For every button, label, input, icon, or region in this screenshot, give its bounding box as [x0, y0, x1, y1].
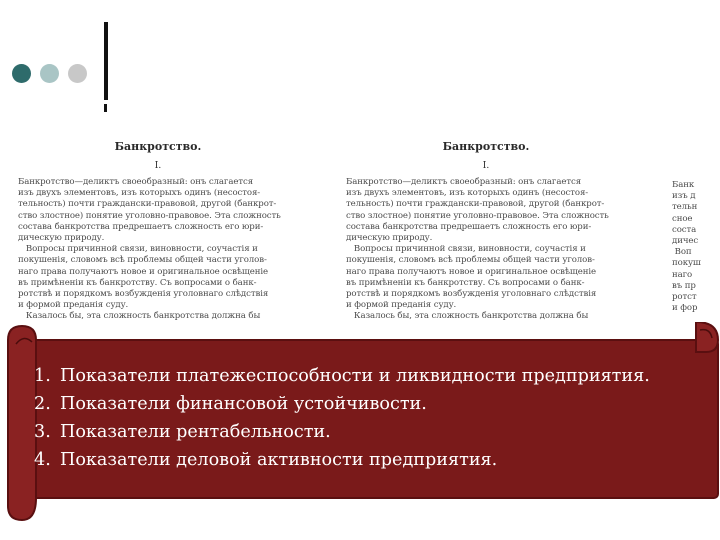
list-item-number: 2.	[34, 394, 51, 414]
list-item-number: 1.	[34, 366, 51, 386]
scanned-page-left	[18, 140, 298, 323]
list-item	[34, 446, 650, 474]
list-item-number: 3.	[34, 422, 51, 442]
dot-gray	[68, 64, 87, 83]
vertical-divider-tick	[104, 104, 107, 112]
scan-title: Банкротство.	[442, 140, 530, 153]
indicator-list	[34, 362, 650, 474]
vertical-divider	[104, 22, 108, 100]
decorative-dots	[12, 64, 87, 83]
list-item	[34, 390, 650, 418]
list-item	[34, 362, 650, 390]
list-item-text: Показатели рентабельности.	[60, 422, 331, 442]
scanned-page-right-cropped	[672, 180, 720, 314]
scan-body-text: Банкротство—деликтъ своеобразный: онъ слагается изъ двухъ элементовъ, изъ которыхъ одинъ (несостоя- тельность) почти граждански-правовой, другой (банкрот- ство злостное) понятие уголовно-правовое. Эта сложность состава банкротства предрешаетъ сложность его юри- дическую природу. Вопросы причинной связи, виновности, соучастія и покушенія, словомъ всѣ проблемы общей части уголов- наго права получаютъ новое и оригинальное освѣщеніе въ примѣненіи къ банкротству. Съ вопросами о банк- ротствѣ и порядкомъ возбужденія уголовнаго слѣдствія и формой преданія суду. Казалось бы, эта сложность банкротства должна бы	[346, 177, 609, 322]
dot-dark-teal	[12, 64, 31, 83]
scan-body-text: Банкротство—деликтъ своеобразный: онъ слагается изъ двухъ элементовъ, изъ которыхъ одинъ (несостоя- тельность) почти граждански-правовой, другой (банкрот- ство злостное) понятие уголовно-правовое. Эта сложность состава банкротства предрешаетъ сложность его юри- дическую природу. Вопросы причинной связи, виновности, соучастія и покушенія, словомъ всѣ проблемы общей части уголов- наго права получаютъ новое и оригинальное освѣщеніе въ примѣненіи къ банкротству. Съ вопросами о банк- ротствѣ и порядкомъ возбужденія уголовнаго слѣдствія и формой преданія суду. Казалось бы, эта сложность банкротства должна бы	[18, 177, 281, 322]
list-item-text: Показатели платежеспособности и ликвидности предприятия.	[60, 366, 650, 386]
scan-title: Банкротство.	[114, 140, 202, 153]
list-item-text: Показатели деловой активности предприятия.	[60, 450, 498, 470]
list-item-number: 4.	[34, 450, 51, 470]
scanned-page-middle	[346, 140, 626, 323]
list-item-text: Показатели финансовой устойчивости.	[60, 394, 427, 414]
scan-section-number: I.	[154, 161, 162, 171]
dot-light-teal	[40, 64, 59, 83]
list-item	[34, 418, 650, 446]
scan-body-text: Банк изъ д тельн сное соста дичес Воп покуш наго въ пр ротст и фор	[672, 180, 701, 314]
scan-section-number: I.	[482, 161, 490, 171]
scroll-banner	[6, 322, 720, 528]
